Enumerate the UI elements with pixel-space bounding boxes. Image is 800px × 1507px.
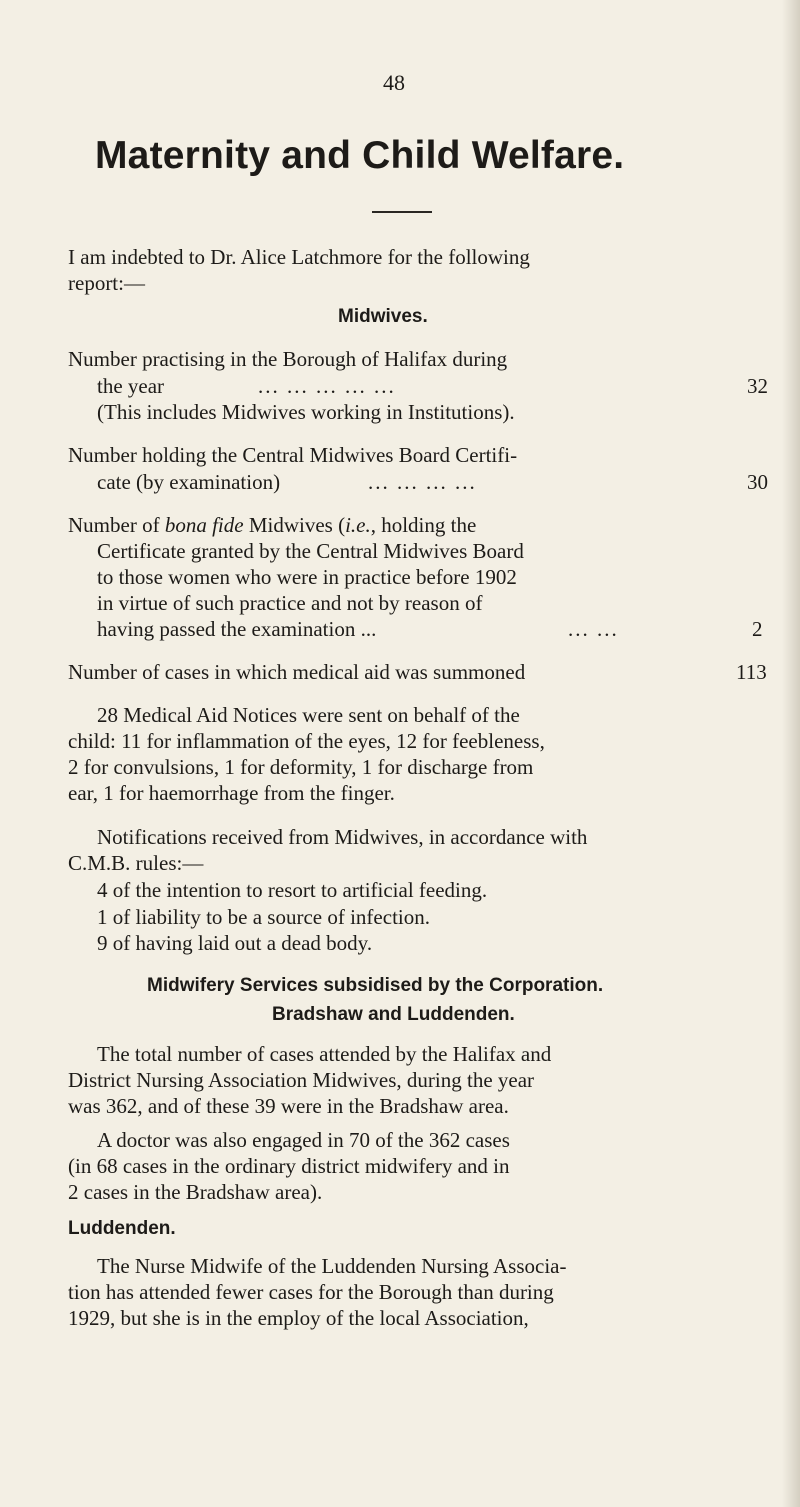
page-title: Maternity and Child Welfare.	[95, 134, 625, 177]
services-para1-line-3: was 362, and of these 39 were in the Bradshaw area.	[68, 1094, 509, 1118]
notification-item-3: 9 of having laid out a dead body.	[97, 931, 373, 955]
practising-leader-dots: ... ... ... ... ...	[258, 374, 396, 398]
practising-note: (This includes Midwives working in Institutions).	[97, 400, 515, 424]
notices-line-4: ear, 1 for haemorrhage from the finger.	[68, 781, 395, 805]
notifications-intro-2: C.M.B. rules:—	[68, 851, 204, 875]
bona-fide-line-1: Number of bona fide Midwives (i.e., holding the	[68, 513, 477, 537]
luddenden-heading: Luddenden.	[68, 1218, 176, 1239]
holding-line-2: cate (by examination)	[97, 470, 281, 494]
luddenden-line-1: The Nurse Midwife of the Luddenden Nursing Associa-	[97, 1254, 567, 1278]
notification-item-1: 4 of the intention to resort to artificial feeding.	[97, 878, 488, 902]
holding-value: 30	[747, 470, 768, 494]
intro-line-2: report:—	[68, 271, 145, 295]
services-para1-line-1: The total number of cases attended by the Halifax and	[97, 1042, 552, 1066]
practising-value: 32	[747, 374, 768, 398]
holding-leader-dots: ... ... ... ...	[368, 470, 477, 494]
notices-line-1: 28 Medical Aid Notices were sent on behalf of the	[97, 703, 520, 727]
page-edge-shadow	[782, 0, 800, 1507]
notices-line-3: 2 for convulsions, 1 for deformity, 1 for discharge from	[68, 755, 534, 779]
notifications-intro-1: Notifications received from Midwives, in accordance with	[97, 825, 588, 849]
services-subheading: Bradshaw and Luddenden.	[272, 1004, 515, 1025]
services-heading: Midwifery Services subsidised by the Corporation.	[147, 975, 604, 996]
practising-line-1: Number practising in the Borough of Halifax during	[68, 347, 508, 371]
bona-fide-line-2: Certificate granted by the Central Midwives Board	[97, 539, 524, 563]
bona-fide-line-4: in virtue of such practice and not by reason of	[97, 591, 483, 615]
practising-line-2: the year	[97, 374, 165, 398]
title-rule	[372, 211, 432, 213]
services-para2-line-3: 2 cases in the Bradshaw area).	[68, 1180, 323, 1204]
bona-fide-leader-dots: ... ...	[568, 617, 619, 641]
luddenden-line-2: tion has attended fewer cases for the Borough than during	[68, 1280, 554, 1304]
midwives-heading: Midwives.	[338, 306, 428, 327]
holding-line-1: Number holding the Central Midwives Board Certifi-	[68, 443, 518, 467]
services-para2-line-2: (in 68 cases in the ordinary district midwifery and in	[68, 1154, 510, 1178]
luddenden-line-3: 1929, but she is in the employ of the local Association,	[68, 1306, 529, 1330]
intro-line-1: I am indebted to Dr. Alice Latchmore for the following	[68, 245, 530, 269]
notices-line-2: child: 11 for inflammation of the eyes, 12 for feebleness,	[68, 729, 545, 753]
services-para2-line-1: A doctor was also engaged in 70 of the 362 cases	[97, 1128, 510, 1152]
page-number: 48	[383, 70, 405, 95]
medical-aid-value: 113	[736, 660, 767, 684]
bona-fide-value: 2	[752, 617, 763, 641]
bona-fide-line-5: having passed the examination ...	[97, 617, 377, 641]
notification-item-2: 1 of liability to be a source of infection.	[97, 905, 430, 929]
bona-fide-line-3: to those women who were in practice before 1902	[97, 565, 517, 589]
medical-aid-line: Number of cases in which medical aid was summoned	[68, 660, 526, 684]
services-para1-line-2: District Nursing Association Midwives, during the year	[68, 1068, 535, 1092]
